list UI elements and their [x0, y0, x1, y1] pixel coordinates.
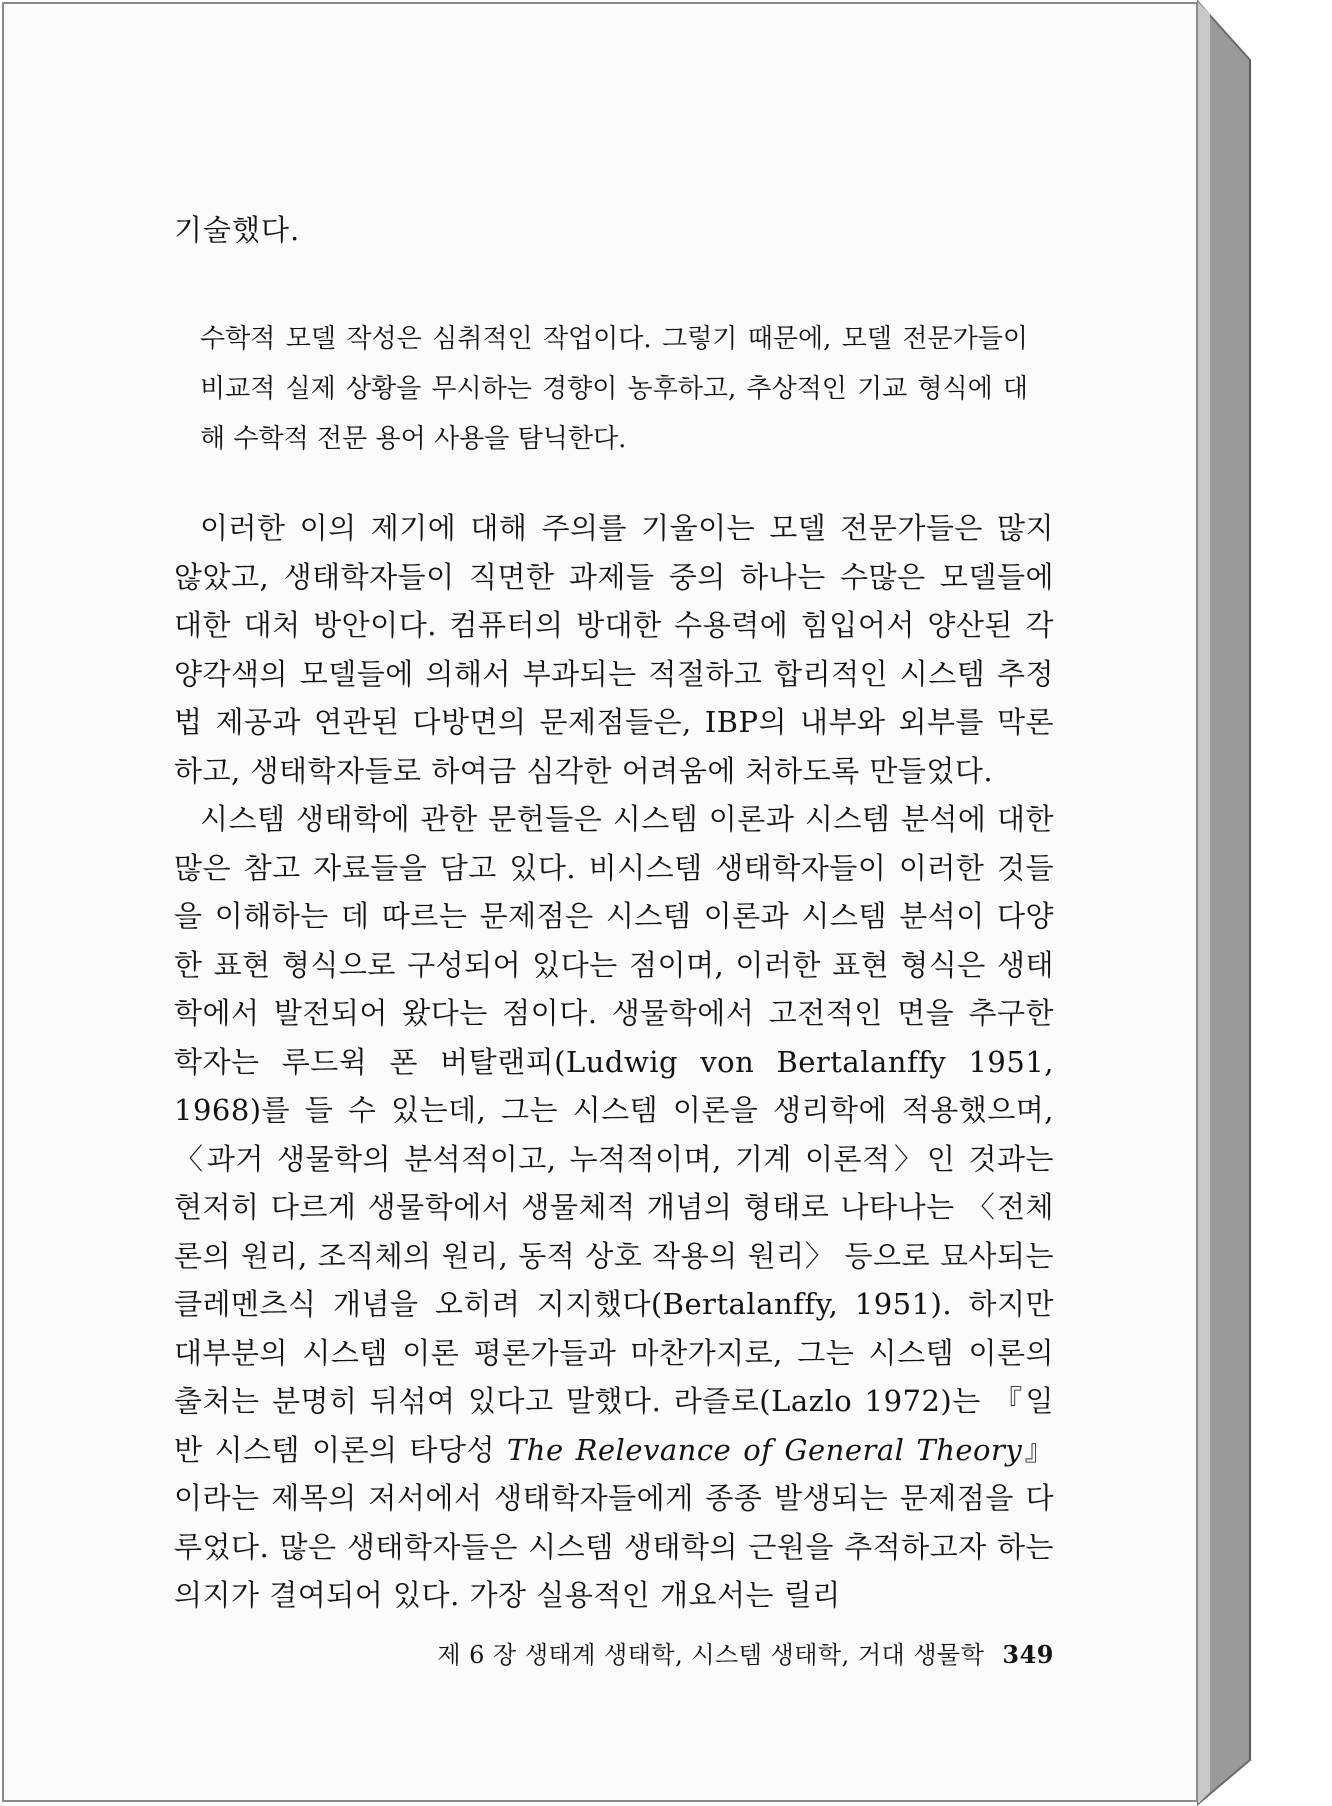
paragraph-2-text: 시스템 생태학에 관한 문헌들은 시스템 이론과 시스템 분석에 대한 많은 참고 자료들을 담고 있다. 비시스템 생태학자들이 이러한 것들을 이해하는 데 따르는 문제점은 시스템 이론과 시스템 분석이 다양한 표현 형식으로 구성되어 있다는 점이며, 이러한 표현 형식은 생태학에서 발전되어 왔다는 점이다. 생물학에서 고전적인 면을 추구한 학자는 루드윅 폰 버탈랜피(Ludwig von Bertalanffy 1951, 1968)를 들 수 있는데, 그는 시스템 이론을 생리학에 적용했으며, 〈과거 생물학의 분석적이고, 누적적이며, 기계 이론적〉인 것과는 현저히 다르게 생물학에서 생물체적 개념의 형태로 나타나는 〈전체론의 원리, 조직체의 원리, 동적 상호 작용의 원리〉 등으로 묘사되는 클레멘츠식 개념을 오히려 지지했다(Bertalanffy, 1951). 하지만 대부분의 시스템 이론 평론가들과 마찬가지로, 그는 시스템 이론의 출처는 분명히 뒤섞여 있다고 말했다. 라즐로(Lazlo 1972)는 『일반 시스템 이론의 타당성 — [174, 802, 1054, 1467]
lead-line: 기술했다. — [174, 213, 301, 247]
document-page — [2, 2, 1198, 1802]
paragraph-2 — [174, 795, 1054, 1620]
running-head: 제 6 장 생태계 생태학, 시스템 생태학, 거대 생물학 — [437, 1641, 985, 1669]
block-quote-text: 수학적 모델 작성은 심취적인 작업이다. 그렇기 때문에, 모델 전문가들이 비교적 실제 상황을 무시하는 경향이 농후하고, 추상적인 기교 형식에 대해 수학적 전문 용어 사용을 탐닉한다. — [200, 324, 1028, 454]
page-number: 349 — [1002, 1640, 1054, 1669]
paragraph-1: 이러한 이의 제기에 대해 주의를 기울이는 모델 전문가들은 많지 않았고, 생태학자들이 직면한 과제들 중의 하나는 수많은 모델들에 대한 대처 방안이다. 컴퓨터의 방대한 수용력에 힘입어서 양산된 각양각색의 모델들에 의해서 부과되는 적절하고 합리적인 시스템 추정법 제공과 연관된 다방면의 문제점들은, IBP의 내부와 외부를 막론하고, 생태학자들로 하여금 심각한 어려움에 처하도록 만들었다. — [174, 511, 1054, 788]
paragraph-2-text-continued: 』이라는 제목의 저서에서 생태학자들에게 종종 발생되는 문제점을 다루었다. 많은 생태학자들은 시스템 생태학의 근원을 추적하고자 하는 의지가 결여되어 있다. 가장 실용적인 개요서는 릴리 — [174, 1432, 1054, 1612]
block-quote — [200, 314, 1028, 464]
page-footer — [174, 1635, 1054, 1670]
book-title-italic: The Relevance of General Theory — [506, 1432, 1023, 1467]
body-text — [174, 504, 1054, 1620]
